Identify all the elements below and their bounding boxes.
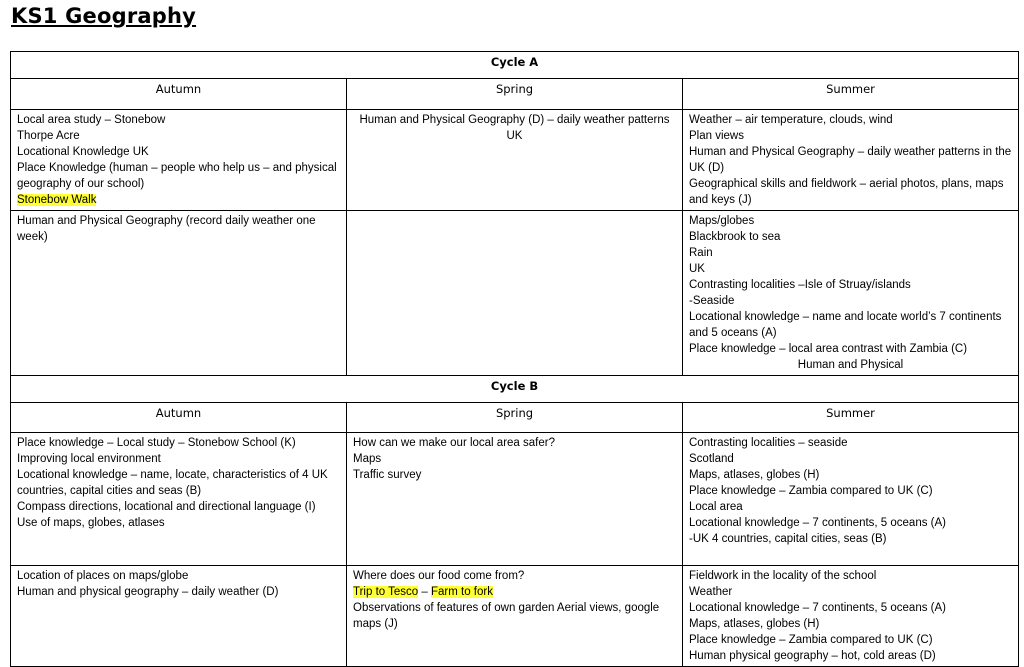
list-item: Human and Physical Geography (record daily weather one week) (17, 215, 316, 243)
list-item: Location of places on maps/globe (17, 570, 189, 582)
list-item: How can we make our local area safer? (353, 437, 555, 449)
cycle-b-summer-cell-1 (683, 433, 1019, 566)
list-item: Maps, atlases, globes (H) (689, 618, 820, 630)
highlighted-item: Farm to fork (431, 586, 493, 598)
list-item: Human and Physical Geography (D) – daily weather patterns UK (359, 114, 670, 142)
list-item: Place knowledge – Zambia compared to UK (C) (689, 485, 933, 497)
list-item: -Seaside (689, 295, 735, 307)
list-item: Locational knowledge – name and locate world’s 7 continents and 5 oceans (A) (689, 311, 1002, 339)
list-item: Local area study – Stonebow (17, 114, 166, 126)
list-item: Where does our food come from? (353, 570, 525, 582)
list-item: Place Knowledge (human – people who help us – and physical geography of our school) (17, 162, 337, 190)
cycle-b-autumn-header: Autumn (11, 403, 347, 433)
list-item: -UK 4 countries, capital cities, seas (B) (689, 533, 887, 545)
list-item: Plan views (689, 130, 744, 142)
list-item: Fieldwork in the locality of the school (689, 570, 877, 582)
list-item: Observations of features of own garden Aerial views, google maps (J) (353, 602, 660, 630)
separator-text: – (418, 586, 431, 598)
list-item: Human physical geography – hot, cold areas (D) (689, 650, 936, 662)
list-item: Locational knowledge – 7 continents, 5 oceans (A) (689, 602, 946, 614)
list-item: UK (689, 263, 705, 275)
list-item: Traffic survey (353, 469, 422, 481)
list-item: Improving local environment (17, 453, 161, 465)
cycle-a-summer-cell-1 (683, 110, 1019, 211)
list-item: Maps/globes (689, 215, 755, 227)
list-item: Locational Knowledge UK (17, 146, 149, 158)
list-item: Blackbrook to sea (689, 231, 781, 243)
cycle-a-heading: Cycle A (11, 52, 1019, 79)
list-item: Contrasting localities – seaside (689, 437, 848, 449)
cycle-a-spring-cell-1 (347, 110, 683, 211)
list-item: Weather – air temperature, clouds, wind (689, 114, 893, 126)
list-item: Compass directions, locational and directional language (I) (17, 501, 316, 513)
cycle-a-summer-cell-2 (683, 211, 1019, 376)
highlighted-item: Stonebow Walk (17, 194, 97, 206)
list-item: Contrasting localities –Isle of Struay/islands (689, 279, 911, 291)
list-item: Human and Physical Geography – daily weather patterns in the UK (D) (689, 146, 1012, 174)
list-item: Thorpe Acre (17, 130, 80, 142)
page-title: KS1 Geography (11, 4, 197, 28)
cycle-a-spring-cell-2 (347, 211, 683, 376)
cycle-b-spring-cell-2 (347, 566, 683, 667)
cycle-b-heading: Cycle B (11, 376, 1019, 403)
cycle-a-spring-header: Spring (347, 79, 683, 110)
list-item: Maps, atlases, globes (H) (689, 469, 820, 481)
list-item: Human and physical geography – daily weather (D) (17, 586, 279, 598)
list-item: Scotland (689, 453, 734, 465)
list-item: Geographical skills and fieldwork – aerial photos, plans, maps and keys (J) (689, 178, 1004, 206)
list-item: Place knowledge – Local study – Stonebow School (K) (17, 437, 296, 449)
list-item: Place knowledge – local area contrast with Zambia (C) (689, 343, 968, 355)
cycle-b-autumn-cell-1 (11, 433, 347, 566)
list-item: Weather (689, 586, 733, 598)
list-item: Maps (353, 453, 382, 465)
list-item: Use of maps, globes, atlases (17, 517, 165, 529)
cycle-a-autumn-cell-1 (11, 110, 347, 211)
cycle-a-autumn-cell-2 (11, 211, 347, 376)
list-item: Human and Physical (797, 359, 904, 371)
list-item: Locational knowledge – name, locate, characteristics of 4 UK countries, capital cities and seas (B) (17, 469, 328, 497)
cycle-b-summer-header: Summer (683, 403, 1019, 433)
cycle-a-autumn-header: Autumn (11, 79, 347, 110)
list-item: Locational knowledge – 7 continents, 5 oceans (A) (689, 517, 946, 529)
list-item: Local area (689, 501, 743, 513)
geography-plan-table (10, 51, 1019, 667)
highlighted-item: Trip to Tesco (353, 586, 419, 598)
list-item: Place knowledge – Zambia compared to UK (C) (689, 634, 933, 646)
cycle-b-spring-header: Spring (347, 403, 683, 433)
cycle-b-autumn-cell-2 (11, 566, 347, 667)
cycle-b-spring-cell-1 (347, 433, 683, 566)
cycle-a-summer-header: Summer (683, 79, 1019, 110)
list-item: Rain (689, 247, 713, 259)
cycle-b-summer-cell-2 (683, 566, 1019, 667)
